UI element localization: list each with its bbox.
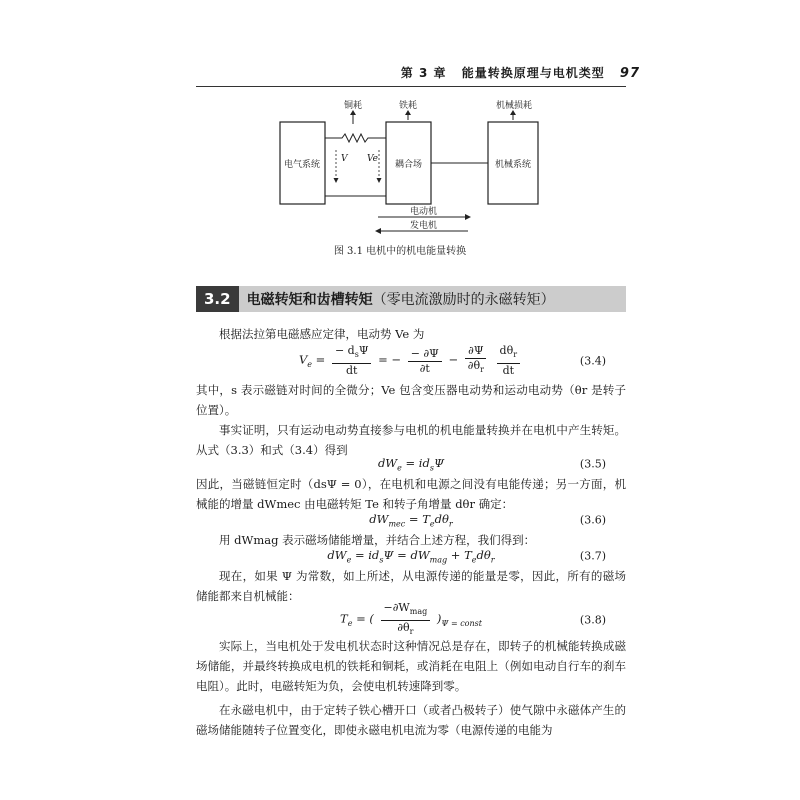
section-header xyxy=(196,286,626,312)
equation-3-8: $T_e$ = ( $\frac{-\partial W_{mag}}{\partial\theta_r}$ )$_{\Psi = const}$ (3.8) xyxy=(340,601,606,636)
resistor-wire xyxy=(325,134,386,142)
equation-3-7: $dW_e = id_s\Psi = dW_{mag} + T_ed\theta_r$ (3.7) xyxy=(327,547,606,565)
copper-loss-label: 铜耗 xyxy=(344,101,363,111)
paragraph-3: 事实证明，只有运动电动势直接参与电机的机电能量转换并在电机中产生转矩。从式（3.3）和式（3.4）得到 xyxy=(196,423,626,457)
equation-3-4: $V_e$ = $\frac{- d_s\Psi}{dt}$ = − $\frac{- \partial\Psi}{\partial t}$ − $\frac{\partial\Psi}{\partial\theta_r}$ $\frac{d\theta_r}{dt}$ (3.4) xyxy=(298,344,606,377)
equation-number: (3.8) xyxy=(579,613,606,627)
paragraph-4: 因此，当磁链恒定时（dsΨ = 0），在电机和电源之间没有电能传递；另一方面，机械能的增量 dWmec 由电磁转矩 Te 和转子角增量 dθr 确定： xyxy=(196,477,626,511)
equation-3-5: $dW_e = id_s\Psi$ (3.5) xyxy=(377,455,606,473)
figure-caption: 图 3.1 电机中的机电能量转换 xyxy=(333,246,467,257)
header-rule xyxy=(196,86,626,87)
paragraph-6: 现在，如果 Ψ 为常数，如上所述，从电源传递的能量是零，因此，所有的磁场储能都来自机械能： xyxy=(196,569,626,603)
section-title-main: 电磁转矩和齿槽转矩 xyxy=(246,292,373,308)
coupling-field-label: 耦合场 xyxy=(395,160,423,170)
equation-number: (3.5) xyxy=(579,457,606,471)
paragraph-5: 用 dWmag 表示磁场储能增量，并结合上述方程，我们得到： xyxy=(219,533,536,547)
chapter-label: 第 3 章 xyxy=(400,66,447,80)
motor-label: 电动机 xyxy=(410,207,438,217)
equation-number: (3.4) xyxy=(579,354,606,368)
voltage-label: V xyxy=(341,154,348,164)
page-number: 97 xyxy=(619,66,640,81)
equation-3-6: $dW_{mec} = T_ed\theta_r$ (3.6) xyxy=(369,511,606,529)
paragraph-2: 其中，s 表示磁链对时间的全微分；Ve 包含变压器电动势和运动电动势（θr 是转子位置）。 xyxy=(196,383,626,417)
equation-number: (3.7) xyxy=(579,549,606,563)
equation-number: (3.6) xyxy=(579,513,606,527)
figure-energy-conversion xyxy=(270,100,590,240)
paragraph-7: 实际上，当电机处于发电机状态时这种情况总是存在，即转子的机械能转换成磁场储能，并最终转换成电机的铁耗和铜耗，或消耗在电阻上（例如电动自行车的刹车电阻）。此时，电磁转矩为负，会使电机转速降到零。 xyxy=(196,639,626,693)
paragraph-8: 在永磁电机中，由于定转子铁心槽开口（或者凸极转子）使气隙中永磁体产生的磁场储能随转子位置变化，即使永磁电机电流为零（电源传递的电能为 xyxy=(196,703,626,737)
section-title-paren: （零电流激励时的永磁转矩） xyxy=(372,292,555,308)
emf-label: Ve xyxy=(367,154,378,164)
electrical-system-label: 电气系统 xyxy=(284,160,321,170)
chapter-title: 能量转换原理与电机类型 xyxy=(461,66,605,80)
iron-loss-label: 铁耗 xyxy=(399,101,418,111)
mechanical-system-label: 机械系统 xyxy=(495,160,532,170)
paragraph-1: 根据法拉第电磁感应定律，电动势 Ve 为 xyxy=(219,327,425,341)
section-title xyxy=(247,289,555,309)
running-head xyxy=(401,64,640,81)
mech-loss-label: 机械损耗 xyxy=(496,101,533,111)
section-number: 3.2 xyxy=(196,286,239,312)
generator-label: 发电机 xyxy=(410,221,438,231)
